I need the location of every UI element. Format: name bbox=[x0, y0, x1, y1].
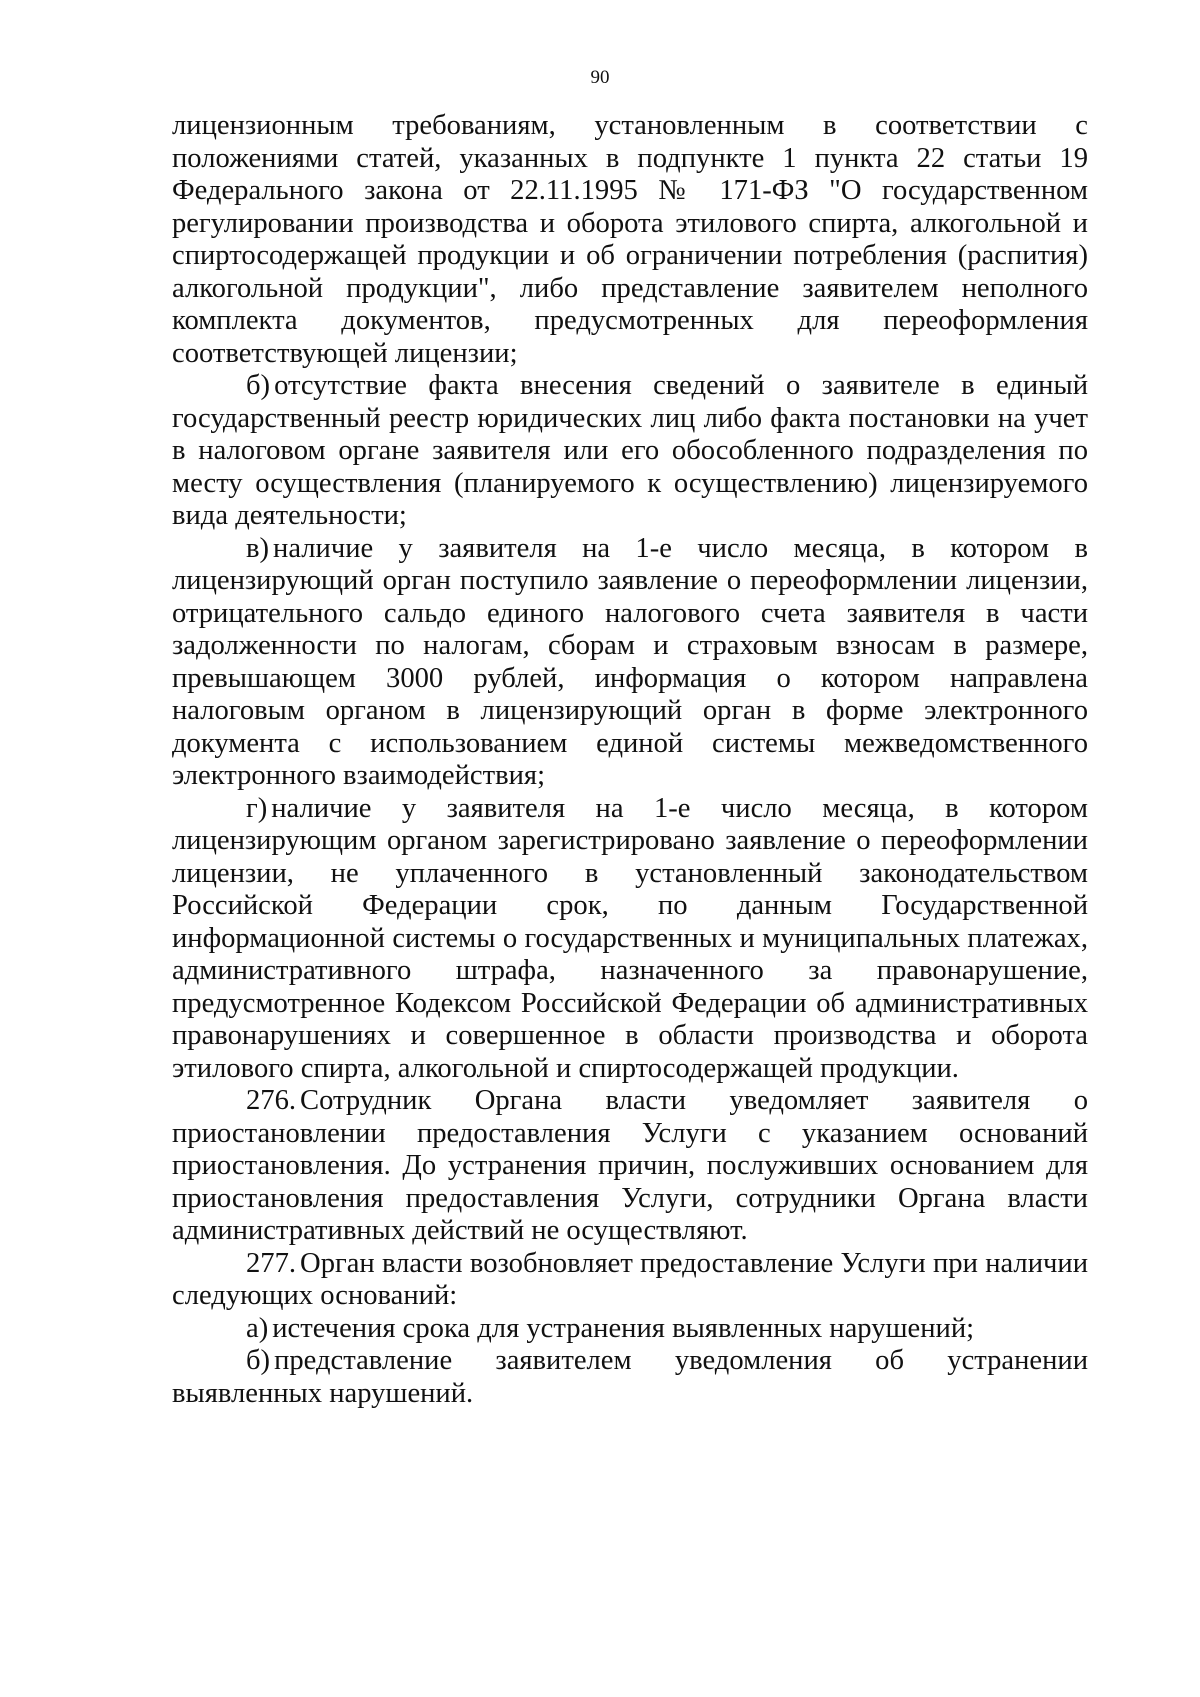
paragraph-text: представление заявителем уведомления об устранении выявленных нарушений. bbox=[172, 1345, 1088, 1409]
paragraph-276 bbox=[172, 1085, 1088, 1248]
paragraph-277 bbox=[172, 1248, 1088, 1313]
paragraph-item-b bbox=[172, 370, 1088, 533]
paragraph-label: а) bbox=[246, 1312, 269, 1344]
paragraph-text: наличие у заявителя на 1-е число месяца, в котором лицензирующим органом зарегистрировано заявление о переоформлении лицензии, не уплаченного в установленный законодательством Российской Федерации срок, по данным Государственной информационной системы о государственных и муниципальных платежах, административного штрафа, назначенного за правонарушение, предусмотренное Кодексом Российской Федерации об административных правонарушениях и совершенное в области производства и оборота этилового спирта, алкогольной и спиртосодержащей продукции. bbox=[172, 792, 1088, 1084]
paragraph-text: лицензионным требованиям, установленным в соответствии с положениями статей, указанных в подпункте 1 пункта 22 статьи 19 Федерального закона от 22.11.1995 № 171-ФЗ "О государственном регулировании производства и оборота этилового спирта, алкогольной и спиртосодержащей продукции и об ограничении потребления (распития) алкогольной продукции", либо представление заявителем неполного комплекта документов, предусмотренных для переоформления соответствующей лицензии; bbox=[172, 110, 1088, 369]
paragraph-label: г) bbox=[246, 792, 268, 824]
paragraph-label: 277. bbox=[246, 1247, 297, 1279]
paragraph-label: б) bbox=[246, 1345, 271, 1376]
paragraph-text: Сотрудник Органа власти уведомляет заявителя о приостановлении предоставления Услуги с указанием оснований приостановления. До устранения причин, послуживших основанием для приостановления предоставления Услуги, сотрудники Органа власти административных действий не осуществляют. bbox=[172, 1085, 1088, 1246]
paragraph-continuation bbox=[172, 110, 1088, 370]
paragraph-text: Орган власти возобновляет предоставление Услуги при наличии следующих оснований: bbox=[172, 1247, 1088, 1311]
document-body bbox=[172, 110, 1088, 1410]
paragraph-item-a bbox=[172, 1313, 1088, 1346]
paragraph-label: в) bbox=[246, 532, 270, 564]
paragraph-item-b-2 bbox=[172, 1345, 1088, 1410]
paragraph-label: б) bbox=[246, 370, 271, 401]
paragraph-label: 276. bbox=[246, 1085, 297, 1116]
paragraph-text: истечения срока для устранения выявленных нарушений; bbox=[272, 1312, 975, 1344]
paragraph-text: отсутствие факта внесения сведений о заявителе в единый государственный реестр юридических лиц либо факта постановки на учет в налоговом органе заявителя или его обособленного подразделения по месту осуществления (планируемого к осуществлению) лицензируемого вида деятельности; bbox=[172, 370, 1088, 531]
paragraph-item-g bbox=[172, 793, 1088, 1086]
paragraph-item-v bbox=[172, 533, 1088, 793]
page-number: 90 bbox=[590, 67, 610, 88]
paragraph-text: наличие у заявителя на 1-е число месяца, в котором в лицензирующий орган поступило заявление о переоформлении лицензии, отрицательного сальдо единого налогового счета заявителя в части задолженности по налогам, сборам и страховым взносам в размере, превышающем 3000 рублей, информация о котором направлена налоговым органом в лицензирующий орган в форме электронного документа с использованием единой системы межведомственного электронного взаимодействия; bbox=[172, 532, 1088, 791]
